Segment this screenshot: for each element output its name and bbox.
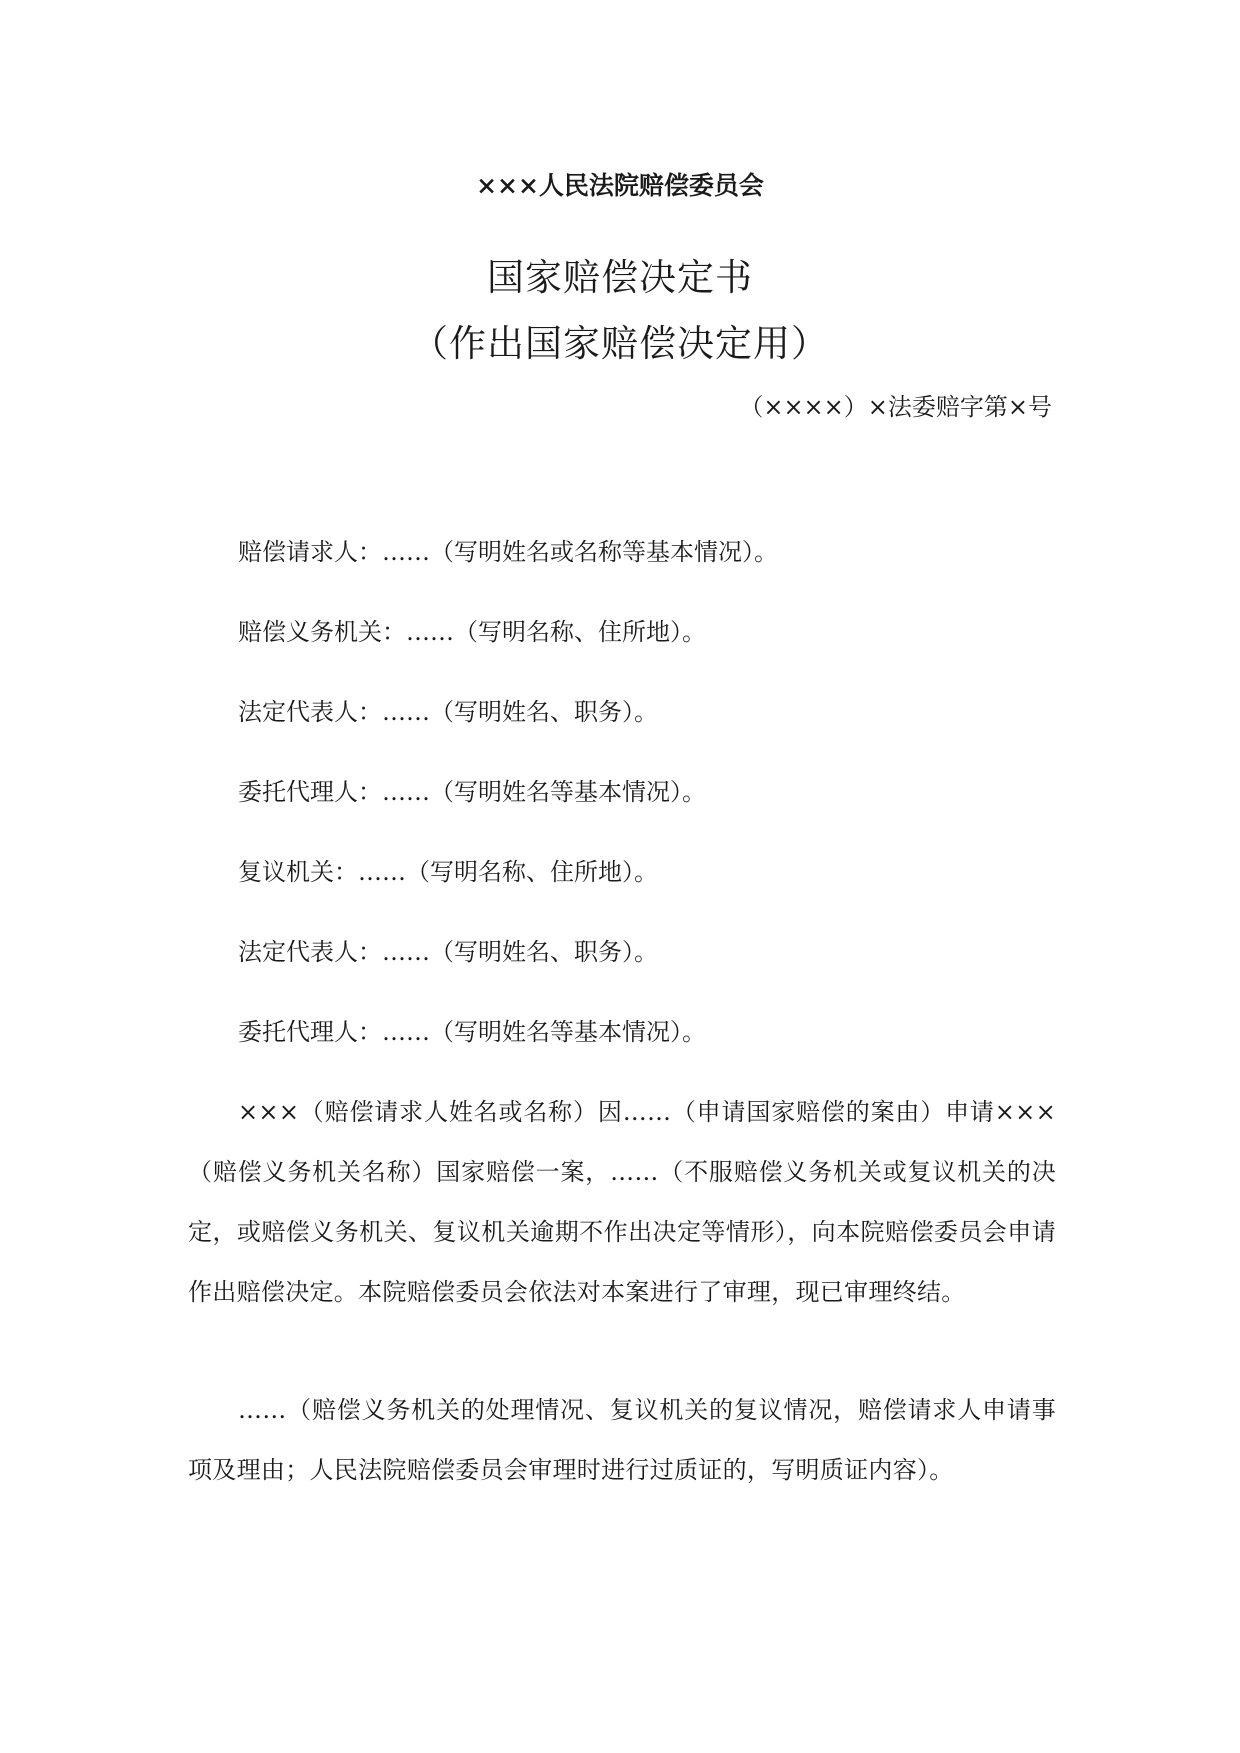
party-compensation-claimant: 赔偿请求人：……（写明姓名或名称等基本情况）。 [238,538,778,566]
party-entrusted-agent: 委托代理人：……（写明姓名等基本情况）。 [238,778,706,806]
party-legal-representative: 法定代表人：……（写明姓名、职务）。 [238,698,658,726]
party-entrusted-agent-2: 委托代理人：……（写明姓名等基本情况）。 [238,1018,706,1046]
facts-paragraph: ……（赔偿义务机关的处理情况、复议机关的复议情况，赔偿请求人申请事项及理由；人民法院赔偿委员会审理时进行过质证的，写明质证内容）。 [188,1396,1056,1484]
document-title: 国家赔偿决定书 [487,256,753,299]
court-name: ×××人民法院赔偿委员会 [476,171,764,200]
party-legal-representative-2: 法定代表人：……（写明姓名、职务）。 [238,938,658,966]
case-number: （××××）×法委赔字第×号 [739,393,1052,421]
case-summary-paragraph: ×××（赔偿请求人姓名或名称）因……（申请国家赔偿的案由）申请×××（赔偿义务机关名称）国家赔偿一案，……（不服赔偿义务机关或复议机关的决定，或赔偿义务机关、复议机关逾期不作出决定等情形），向本院赔偿委员会申请作出赔偿决定。本院赔偿委员会依法对本案进行了审理，现已审理终结。 [188,1098,1056,1306]
party-reconsideration-organ: 复议机关：……（写明名称、住所地）。 [238,858,658,886]
document-subtitle: （作出国家赔偿决定用） [411,322,829,365]
party-obligated-organ: 赔偿义务机关：……（写明名称、住所地）。 [238,618,706,646]
